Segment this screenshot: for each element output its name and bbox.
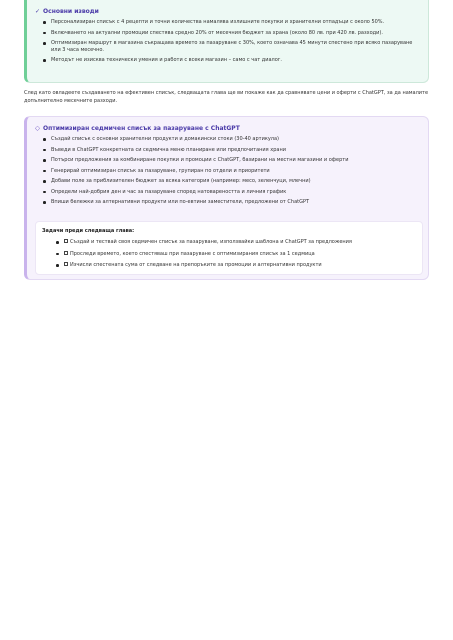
shopping-list-steps: [35, 136, 420, 206]
list-item: Генерирай оптимизиран списък за пазаруване, групиран по отдели и приоритети: [51, 168, 420, 175]
list-item: Впиши бележки за алтернативни продукти или по-евтини заместители, предложени от ChatGPT: [51, 199, 420, 206]
list-item: Персонализиран списък с 4 рецепти и точни количества намалява излишните покупки и хранителни отпадъци с около 50%.: [51, 19, 418, 26]
list-item: Потърси предложения за комбиниране покупки и промоции с ChatGPT, базирани на местни магазини и оферти: [51, 157, 420, 164]
task-label: Изчисли спестената сума от следване на препоръките за промоции и алтернативни продукти: [70, 262, 322, 268]
shopping-list-card: [24, 116, 429, 280]
task-item: [64, 262, 414, 269]
shopping-list-title: [35, 124, 420, 132]
task-checkbox[interactable]: [64, 239, 68, 243]
task-label: Създай и тествай своя седмичен списък за пазаруване, използвайки шаблона и ChatGPT за предложения: [70, 239, 352, 245]
task-item: [64, 251, 414, 258]
list-item: Включването на актуални промоции спестява средно 20% от месечния бюджет за храна (около 80 лв. при 420 лв. разходи).: [51, 30, 418, 37]
list-item: Оптимизиран маршрут в магазина съкращава времето за пазаруване с 30%, което означава 45 минути спестено при всяко пазаруване или 3 часа месечно.: [51, 40, 418, 53]
tag-icon: ◇: [35, 124, 40, 132]
transition-paragraph: След като овладеете създаването на ефективен списък, следващата глава ще ви покаже как да сравнявате цени и оферти с ChatGPT, за да намалите допълнително месечните разходи.: [24, 90, 429, 104]
shopping-list-heading: Оптимизиран седмичен списък за пазаруване с ChatGPT: [43, 124, 240, 132]
key-takeaways-list: [35, 19, 418, 64]
task-label: Проследи времето, което спестяваш при пазаруване с оптимизирания списък за 1 седмица: [70, 250, 315, 257]
task-checkbox[interactable]: [64, 251, 68, 255]
key-takeaways-card: [24, 0, 429, 83]
tasks-box: [35, 221, 423, 275]
check-icon: ✓: [35, 8, 41, 15]
task-item: [64, 239, 414, 246]
list-item: Въведи в ChatGPT конкретната си седмична меню планиране или предпочитания храни: [51, 147, 420, 154]
task-checkbox[interactable]: [64, 262, 68, 266]
tasks-list: [42, 239, 414, 269]
tasks-title: Задачи преди следваща глава:: [42, 228, 135, 234]
list-item: Добави поле за приблизителен бюджет за всяка категория (например: месо, зеленчуци, млечни): [51, 178, 420, 185]
list-item: Създай списък с основни хранителни продукти и домакински стоки (30-40 артикула): [51, 136, 420, 143]
list-item: Методът не изисква технически умения и работи с всеки магазин – само с чат диалог.: [51, 57, 418, 64]
key-takeaways-heading: Основни изводи: [43, 8, 99, 15]
list-item: Определи най-добрия ден и час за пазаруване според натовареността и личния график: [51, 189, 420, 196]
key-takeaways-title: [35, 8, 418, 15]
